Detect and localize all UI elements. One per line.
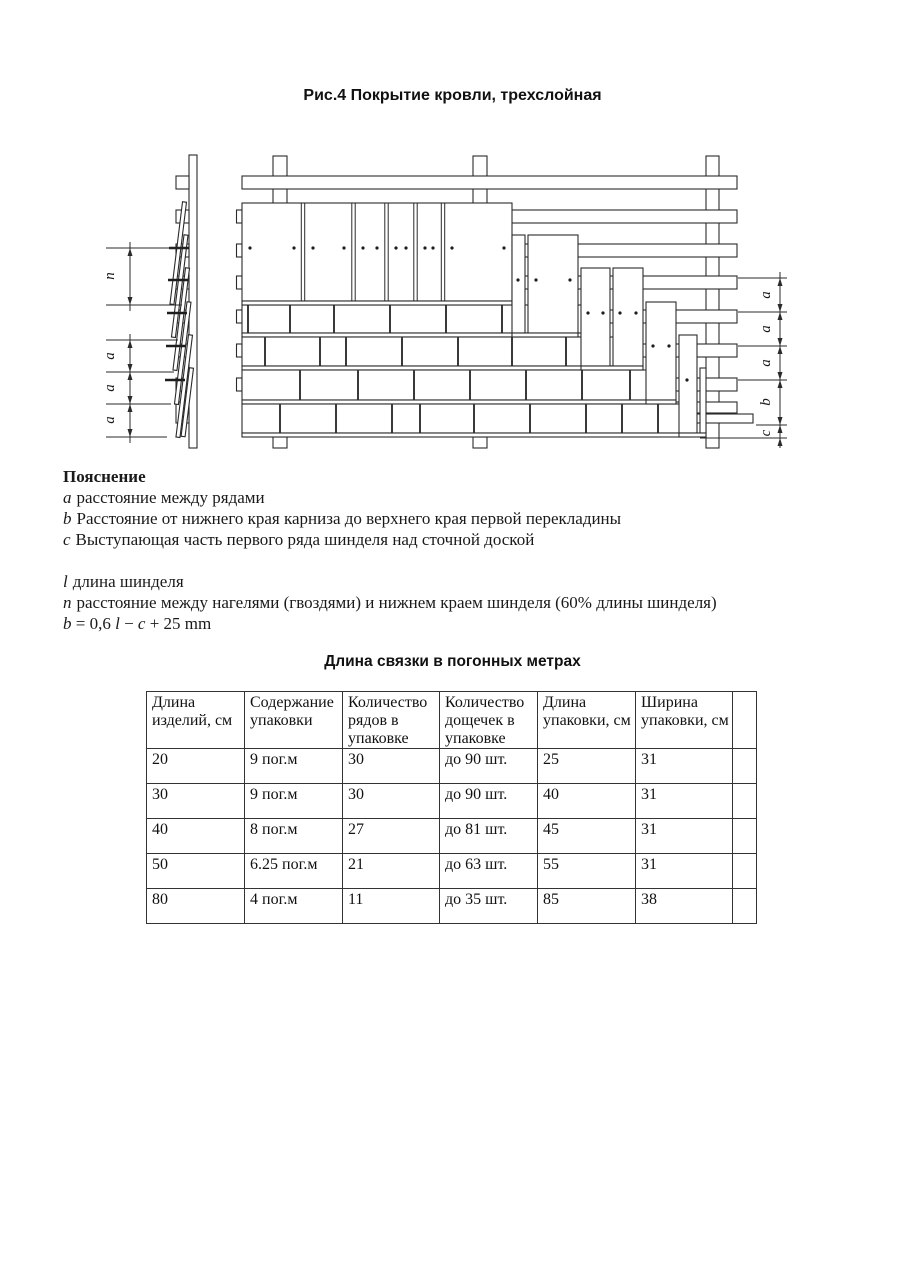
table-cell: 11 — [343, 889, 440, 924]
table-header-row — [147, 692, 757, 749]
explanation-line-b — [63, 508, 873, 529]
table-cell: 38 — [636, 889, 733, 924]
table-header-cell: Длина упаковки, см — [538, 692, 636, 749]
table-cell: 9 пог.м — [245, 749, 343, 784]
explanation-text: расстояние между рядами — [76, 488, 265, 507]
table-cell: 50 — [147, 854, 245, 889]
table-row — [147, 784, 757, 819]
var-a: a — [63, 488, 72, 507]
table-cell: 8 пог.м — [245, 819, 343, 854]
top-course — [242, 203, 512, 305]
formula-var-l: l — [115, 614, 120, 633]
dim-label-a-left-3: a — [102, 416, 118, 424]
explanation-block — [63, 466, 873, 634]
table-cell — [733, 749, 757, 784]
explanation-text: расстояние между нагелями (гвоздями) и нижнем краем шинделя (60% длины шинделя) — [76, 593, 717, 612]
spacer — [63, 550, 873, 571]
table-cell: до 35 шт. — [440, 889, 538, 924]
table-cell: 55 — [538, 854, 636, 889]
table-cell — [733, 784, 757, 819]
table-cell: до 63 шт. — [440, 854, 538, 889]
explanation-text: Выступающая часть первого ряда шинделя над сточной доской — [75, 530, 535, 549]
explanation-line-c — [63, 529, 873, 550]
dim-label-a-left-2: a — [102, 384, 118, 392]
table-cell: 6.25 пог.м — [245, 854, 343, 889]
table-cell: до 90 шт. — [440, 749, 538, 784]
table-cell: до 90 шт. — [440, 784, 538, 819]
table-cell: 40 — [538, 784, 636, 819]
table-cell: 40 — [147, 819, 245, 854]
table-cell: 31 — [636, 819, 733, 854]
var-l: l — [63, 572, 68, 591]
table-cell: 30 — [343, 784, 440, 819]
packing-table — [146, 691, 757, 924]
table-cell — [733, 854, 757, 889]
table-cell: 9 пог.м — [245, 784, 343, 819]
dim-label-n: n — [102, 272, 118, 280]
dim-label-a-right-2: a — [758, 325, 774, 333]
roof-covering-diagram — [80, 148, 810, 458]
var-b: b — [63, 509, 72, 528]
dim-label-a-right-3: a — [758, 359, 774, 367]
explanation-line-n — [63, 592, 873, 613]
table-cell: 30 — [147, 784, 245, 819]
formula-var-b: b — [63, 614, 72, 633]
formula-op: = 0,6 — [71, 614, 116, 633]
table-cell: 31 — [636, 749, 733, 784]
table-header-cell: Ширина упаковки, см — [636, 692, 733, 749]
table-cell: 21 — [343, 854, 440, 889]
table-cell: 31 — [636, 854, 733, 889]
explanation-line-l — [63, 571, 873, 592]
table-row — [147, 854, 757, 889]
table-cell: 85 — [538, 889, 636, 924]
dim-label-b: b — [758, 398, 774, 406]
table-cell: до 81 шт. — [440, 819, 538, 854]
dim-label-a-right-1: a — [758, 291, 774, 299]
formula-line — [63, 613, 873, 634]
var-c: c — [63, 530, 71, 549]
figure-title: Рис.4 Покрытие кровли, трехслойная — [303, 87, 602, 104]
table-cell: 4 пог.м — [245, 889, 343, 924]
table-cell: 45 — [538, 819, 636, 854]
explanation-text: Расстояние от нижнего края карниза до верхнего края первой перекладины — [76, 509, 622, 528]
table-cell: 80 — [147, 889, 245, 924]
table-header-cell: Содержание упаковки — [245, 692, 343, 749]
table-body — [147, 749, 757, 924]
explanation-text: длина шинделя — [72, 572, 184, 591]
table-header-cell: Количество рядов в упаковке — [343, 692, 440, 749]
table-row — [147, 749, 757, 784]
top-batten — [242, 176, 737, 189]
front-view — [237, 156, 754, 448]
table-header-cell: Количество дощечек в упаковке — [440, 692, 538, 749]
table-row — [147, 889, 757, 924]
table-cell — [733, 819, 757, 854]
table-cell: 30 — [343, 749, 440, 784]
table-row — [147, 819, 757, 854]
var-n: n — [63, 593, 72, 612]
table-cell — [733, 889, 757, 924]
side-rafter — [189, 155, 197, 448]
table-title: Длина связки в погонных метрах — [324, 653, 581, 670]
table-cell: 25 — [538, 749, 636, 784]
formula-op: − — [119, 614, 138, 633]
formula-tail: + 25 mm — [145, 614, 212, 633]
table-cell: 27 — [343, 819, 440, 854]
dim-label-c: c — [758, 429, 774, 437]
table-header-cell: Длина изделий, см — [147, 692, 245, 749]
explanation-line-a — [63, 487, 873, 508]
table-header-cell — [733, 692, 757, 749]
table-cell: 20 — [147, 749, 245, 784]
formula-var-c: c — [137, 614, 146, 633]
table-cell: 31 — [636, 784, 733, 819]
explanation-heading: Пояснение — [63, 467, 146, 486]
dim-label-a-left-1: a — [102, 352, 118, 360]
